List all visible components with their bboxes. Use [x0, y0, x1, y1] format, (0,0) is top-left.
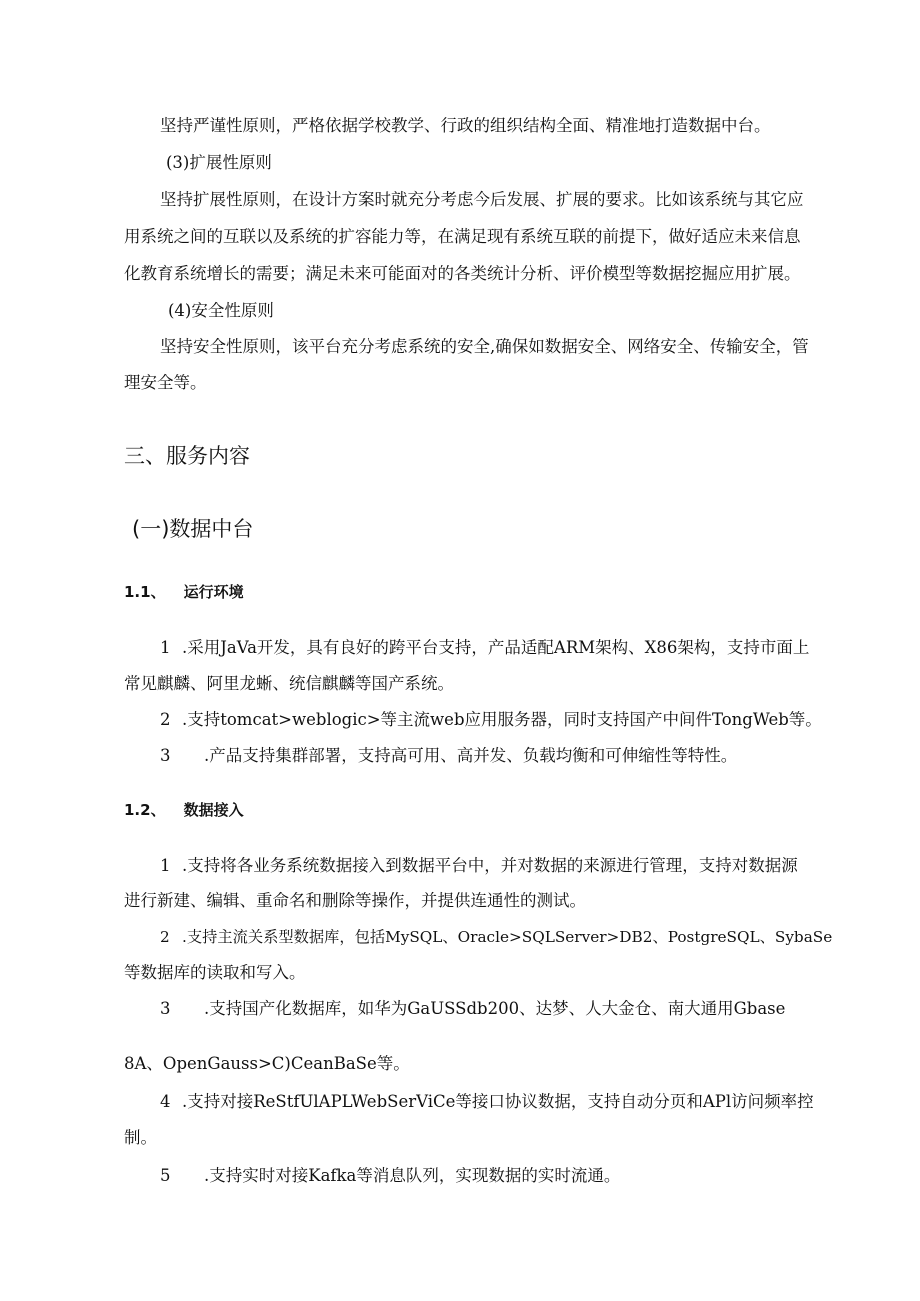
heading-title: 数据接入 [183, 801, 244, 819]
list-item-1-1-1-line-2: 常见麒麟、阿里龙蜥、统信麒麟等国产系统。 [124, 674, 454, 693]
list-item-1-2-4-line-1 [160, 1091, 814, 1113]
list-item-1-2-3-line-1 [160, 998, 785, 1020]
paragraph-rigor: 坚持严谨性原则，严格依据学校教学、行政的组织结构全面、精准地打造数据中台。 [160, 116, 771, 135]
heading-scalability-principle: (3)扩展性原则 [166, 153, 272, 172]
list-text: .支持tomcat>weblogic>等主流web应用服务器，同时支持国产中间件TongWeb等。 [182, 710, 822, 729]
heading-number: 1.1、 [124, 583, 166, 601]
list-item-1-1-2 [160, 709, 822, 731]
list-item-1-2-4-line-2: 制。 [124, 1128, 157, 1147]
list-text: .支持国产化数据库，如华为GaUSSdb200、达梦、人大金仓、南大通用Gbase [204, 999, 786, 1018]
list-item-1-1-3 [160, 745, 737, 767]
list-item-1-2-5 [160, 1165, 620, 1187]
paragraph-security-line-2: 理安全等。 [124, 373, 207, 392]
list-number: 2 [160, 928, 170, 946]
list-item-1-2-3-line-2: 8A、OpenGauss>C)CeanBaSe等。 [124, 1054, 410, 1073]
list-number: 1 [160, 638, 171, 657]
list-item-1-2-1-line-1 [160, 855, 798, 877]
paragraph-scalability-line-3: 化教育系统增长的需要；满足未来可能面对的各类统计分析、评价模型等数据挖掘应用扩展。 [124, 264, 801, 283]
list-item-1-1-1-line-1 [160, 637, 809, 659]
heading-1-1-runtime-environment [124, 582, 244, 602]
heading-1-2-data-access [124, 800, 244, 820]
list-item-1-2-1-line-2: 进行新建、编辑、重命名和删除等操作，并提供连通性的测试。 [124, 891, 586, 910]
list-number: 4 [160, 1092, 171, 1111]
heading-number: 1.2、 [124, 801, 166, 819]
list-text: .支持主流关系型数据库，包括MySQL、Oracle>SQLServer>DB2、PostgreSQL、SybaSe [182, 928, 833, 946]
section-heading-service-content: 三、服务内容 [124, 444, 250, 468]
heading-security-principle: (4)安全性原则 [168, 301, 274, 320]
list-number: 1 [160, 856, 171, 875]
list-number: 3 [160, 746, 171, 765]
list-number: 5 [160, 1166, 171, 1185]
paragraph-scalability-line-2: 用系统之间的互联以及系统的扩容能力等，在满足现有系统互联的前提下，做好适应未来信息 [124, 227, 801, 246]
list-number: 2 [160, 710, 171, 729]
list-text: .支持实时对接Kafka等消息队列，实现数据的实时流通。 [204, 1166, 621, 1185]
list-item-1-2-2-line-2: 等数据库的读取和写入。 [124, 963, 306, 982]
list-item-1-2-2-line-1 [160, 926, 832, 948]
heading-title: 运行环境 [183, 583, 244, 601]
paragraph-security-line-1: 坚持安全性原则，该平台充分考虑系统的安全,确保如数据安全、网络安全、传输安全，管 [160, 337, 809, 356]
subsection-heading-data-platform: (一)数据中台 [132, 517, 254, 541]
list-text: .采用JaVa开发，具有良好的跨平台支持，产品适配ARM架构、X86架构，支持市面上 [182, 638, 810, 657]
list-text: .支持对接ReStfUlAPLWebSerViCe等接口协议数据，支持自动分页和APl访问频率控 [182, 1092, 814, 1111]
list-text: .产品支持集群部署，支持高可用、高并发、负载均衡和可伸缩性等特性。 [204, 746, 738, 765]
list-text: .支持将各业务系统数据接入到数据平台中，并对数据的来源进行管理，支持对数据源 [182, 856, 798, 875]
list-number: 3 [160, 999, 171, 1018]
paragraph-scalability-line-1: 坚持扩展性原则，在设计方案时就充分考虑今后发展、扩展的要求。比如该系统与其它应 [160, 190, 804, 209]
